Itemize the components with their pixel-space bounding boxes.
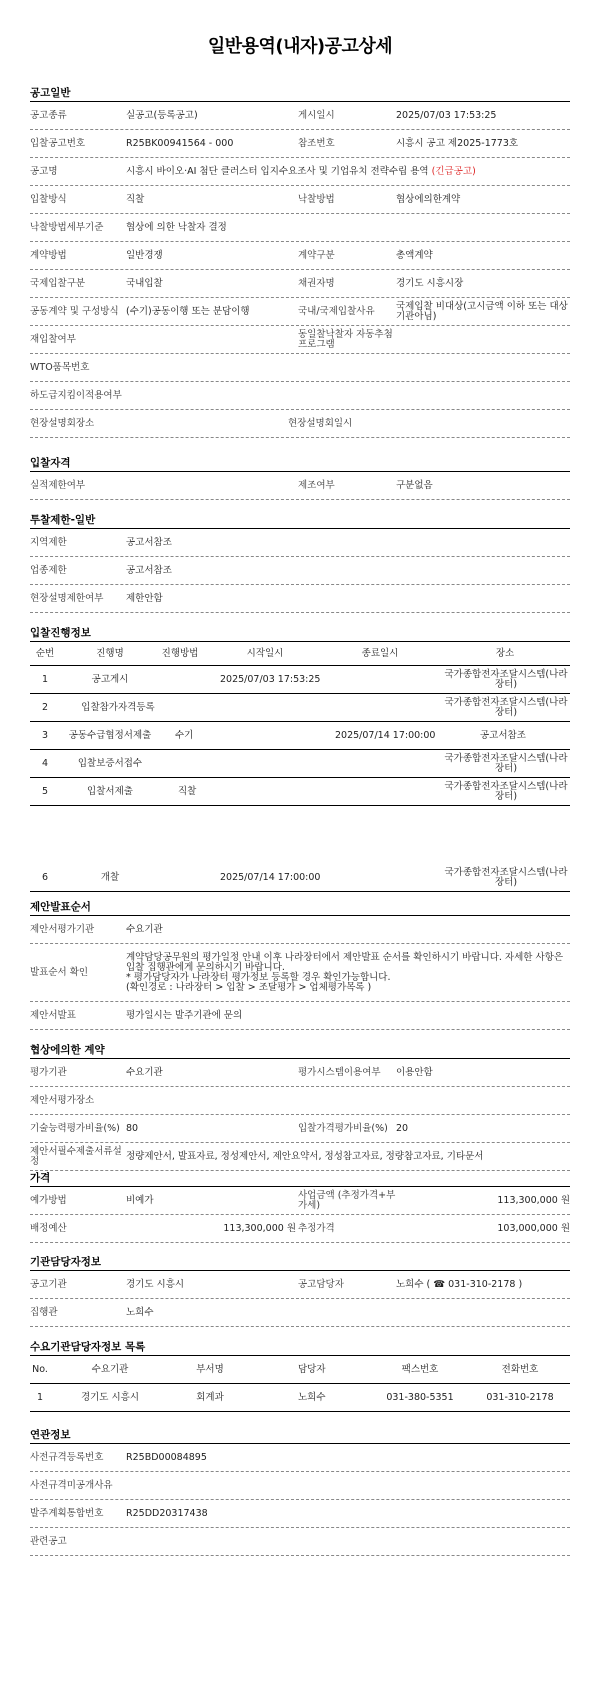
- demand-table-header: [30, 1356, 570, 1384]
- cell-place: 국가종합전자조달시스템(나라장터): [444, 780, 568, 802]
- table-row: [30, 778, 570, 806]
- cell-person: 노희수: [298, 1391, 326, 1403]
- col-header: 시작일시: [246, 647, 284, 659]
- contract-type: 총액계약: [396, 249, 433, 261]
- label: 제안서평가장소: [30, 1094, 95, 1106]
- award-detail: 협상에 의한 낙찰자 결정: [126, 221, 227, 233]
- label: 예가방법: [30, 1194, 67, 1206]
- table-row: [30, 694, 570, 722]
- intl-reason: 국제입찰 비대상(고시금액 이하 또는 대상기관아님): [396, 300, 568, 322]
- estimate: 103,000,000 원: [497, 1222, 570, 1234]
- cell-method: [150, 694, 200, 721]
- label: 사전규격등록번호: [30, 1451, 104, 1463]
- label: 계약방법: [30, 249, 67, 261]
- label: 발주계획통합번호: [30, 1507, 104, 1519]
- section-heading: 가격: [30, 1171, 570, 1187]
- label: 입찰방식: [30, 193, 67, 205]
- cell-place: 국가종합전자조달시스템(나라장터): [444, 668, 568, 690]
- row-eval-org: [30, 1059, 570, 1087]
- row-pre-reason: [30, 1472, 570, 1500]
- spacer: [30, 806, 570, 864]
- section-proposal: [30, 900, 570, 1030]
- label: 관련공고: [30, 1535, 67, 1547]
- pre-spec-no: R25BD00084895: [126, 1451, 207, 1463]
- label: 평가시스템이용여부: [298, 1066, 381, 1078]
- cell-name: 입찰서제출: [87, 785, 133, 797]
- eval-sys: 이용안함: [396, 1066, 433, 1078]
- cell-no: 1: [36, 1391, 44, 1403]
- col-header: No.: [32, 1363, 48, 1375]
- notice-name: [126, 158, 476, 185]
- label: 채권자명: [298, 277, 335, 289]
- section-negotiation: [30, 1043, 570, 1171]
- row-bid-method: [30, 186, 570, 214]
- cell-name: 개찰: [100, 871, 120, 883]
- order-line: (확인경로 : 나라장터 > 입찰 > 조달평가 > 업체평가목록 ): [126, 981, 372, 993]
- label: 공고종류: [30, 109, 67, 121]
- cell-place: 국가종합전자조달시스템(나라장터): [444, 696, 568, 718]
- label: 현장설명회장소: [30, 417, 95, 429]
- row-site-limit: [30, 585, 570, 613]
- label: 게시일시: [298, 109, 335, 121]
- order-line: 계약담당공무원의 평가일정 안내 이후 나라장터에서 제안발표 순서를 확인하시기 바랍니다. 자세한 사항은 입찰 집행관에게 문의하시기 바랍니다.: [126, 951, 564, 973]
- row-joint: [30, 298, 570, 326]
- table-row: [30, 1384, 570, 1412]
- label: 공고기관: [30, 1278, 67, 1290]
- industry: 공고서참조: [126, 564, 172, 576]
- eval-org: 수요기관: [126, 1066, 163, 1078]
- section-heading: 투찰제한-일반: [30, 513, 570, 529]
- section-price: [30, 1171, 570, 1243]
- label: 재입찰여부: [30, 333, 76, 345]
- section-restriction: [30, 513, 570, 613]
- section-heading: 연관정보: [30, 1428, 570, 1444]
- cell-no: 3: [41, 729, 49, 741]
- region: 공고서참조: [126, 536, 172, 548]
- bid-no: R25BK00941564 - 000: [126, 137, 234, 149]
- cell-start: 2025/07/03 17:53:25: [220, 673, 321, 685]
- tech-ratio: 80: [126, 1122, 139, 1134]
- row-pre: [30, 1444, 570, 1472]
- cell-no: 5: [41, 785, 49, 797]
- cell-no: 4: [41, 757, 49, 769]
- label: 입찰가격평가비율(%): [298, 1122, 388, 1134]
- label: 추정가격: [298, 1222, 335, 1234]
- label: 사전규격미공개사유: [30, 1479, 113, 1491]
- col-header: 전화번호: [501, 1363, 539, 1375]
- col-header: 부서명: [196, 1363, 224, 1375]
- section-heading: 제안발표순서: [30, 900, 570, 916]
- cell-no: 2: [41, 701, 49, 713]
- ref-no: 시흥시 공고 제2025-1773호: [396, 137, 519, 149]
- row-presentation: [30, 1002, 570, 1030]
- section-general: [30, 86, 570, 438]
- docs: 정량제안서, 발표자료, 정성제안서, 제안요약서, 정성참고자료, 정량참고자료, 기타문서: [126, 1150, 484, 1162]
- label: 국제입찰구분: [30, 277, 86, 289]
- col-header: 담당자: [298, 1363, 326, 1375]
- label: 참조번호: [298, 137, 335, 149]
- section-related: [30, 1428, 570, 1556]
- section-contact: [30, 1255, 570, 1327]
- cell-place: 국가종합전자조달시스템(나라장터): [444, 752, 568, 774]
- site-limit: 제한안함: [126, 592, 163, 604]
- label: WTO품목번호: [30, 361, 90, 373]
- row-notice-name: [30, 158, 570, 186]
- label: 집행관: [30, 1306, 58, 1318]
- label: 낙찰방법세부기준: [30, 221, 104, 233]
- row-wto: [30, 354, 570, 382]
- cell-start: 2025/07/14 17:00:00: [220, 871, 321, 883]
- label: 지역제한: [30, 536, 67, 548]
- section-heading: 수요기관담당자정보 목록: [30, 1340, 570, 1356]
- urgent-badge: (긴급공고): [431, 165, 476, 177]
- label: 공동계약 및 구성방식: [30, 305, 119, 317]
- row-related: [30, 1528, 570, 1556]
- col-header: 팩스번호: [401, 1363, 439, 1375]
- label: 평가기관: [30, 1066, 67, 1078]
- cell-method: [150, 864, 200, 891]
- cell-tel: 031-310-2178: [486, 1391, 554, 1403]
- evaluator: 수요기관: [126, 923, 163, 935]
- row-region: [30, 529, 570, 557]
- row-bid-no: [30, 130, 570, 158]
- cell-org: 경기도 시흥시: [80, 1391, 140, 1403]
- order-text: [126, 944, 570, 1001]
- row-site: [30, 410, 570, 438]
- col-header: 수요기관: [91, 1363, 129, 1375]
- intl-bid: 국내입찰: [126, 277, 163, 289]
- label: 국내/국제입찰사유: [298, 305, 375, 317]
- contract-method: 일반경쟁: [126, 249, 163, 261]
- budget: 113,300,000 원: [223, 1222, 296, 1234]
- section-heading: 입찰자격: [30, 456, 570, 472]
- label: 하도급지킴이적용여부: [30, 389, 122, 401]
- cell-name: 입찰참가자격등록: [81, 701, 155, 713]
- col-header: 장소: [495, 647, 515, 659]
- cell-name: 공고게시: [91, 673, 129, 685]
- label: 사업금액 (추정가격+부가세): [298, 1189, 396, 1211]
- label: 업종제한: [30, 564, 67, 576]
- notice-name-text: 시흥시 바이오·AI 첨단 클러스터 입지수요조사 및 기업유치 전략수립 용역: [126, 165, 429, 177]
- label: 배정예산: [30, 1222, 67, 1234]
- cell-dept: 회계과: [196, 1391, 224, 1403]
- price-ratio: 20: [396, 1122, 409, 1134]
- table-row: [30, 666, 570, 694]
- cell-fax: 031-380-5351: [386, 1391, 454, 1403]
- joint: (수기)공동이행 또는 분담이행: [126, 305, 250, 317]
- row-exec: [30, 1299, 570, 1327]
- cell-place: 국가종합전자조달시스템(나라장터): [444, 866, 568, 888]
- cell-place: 공고서참조: [480, 729, 526, 741]
- bid-method: 직찰: [126, 193, 145, 205]
- label: 기술능력평가비율(%): [30, 1122, 120, 1134]
- label: 현장설명회일시: [288, 417, 353, 429]
- row-award-detail: [30, 214, 570, 242]
- row-eval-place: [30, 1087, 570, 1115]
- row-industry: [30, 557, 570, 585]
- row-perf: [30, 472, 570, 500]
- label: 실적제한여부: [30, 479, 86, 491]
- row-intl-bid: [30, 270, 570, 298]
- cell-method: [150, 666, 200, 693]
- row-org: [30, 1271, 570, 1299]
- section-demand: [30, 1340, 570, 1412]
- table-row: [30, 864, 570, 892]
- label: 입찰공고번호: [30, 137, 86, 149]
- row-order: [30, 944, 570, 1002]
- table-row: [30, 750, 570, 778]
- progress-table-header: [30, 642, 570, 666]
- org: 경기도 시흥시: [126, 1278, 185, 1290]
- presentation: 평가일시는 발주기관에 문의: [126, 1009, 243, 1021]
- col-header: 진행명: [96, 647, 124, 659]
- cell-name: 공동수급협정서제출: [68, 729, 152, 741]
- post-date: 2025/07/03 17:53:25: [396, 109, 497, 121]
- label: 제안서발표: [30, 1009, 76, 1021]
- project-amount: 113,300,000 원: [497, 1194, 570, 1206]
- label: 계약구분: [298, 249, 335, 261]
- row-budget: [30, 1215, 570, 1243]
- section-progress: [30, 626, 570, 892]
- label: 동일찰낙찰자 자동추첨 프로그램: [298, 328, 393, 350]
- page-title: 일반용역(내자)공고상세: [207, 36, 393, 57]
- cell-method: 수기: [175, 729, 194, 741]
- mfg: 구분없음: [396, 479, 433, 491]
- row-docs: [30, 1143, 570, 1171]
- cell-end: 2025/07/14 17:00:00: [335, 729, 436, 741]
- label: 발표순서 확인: [30, 966, 89, 978]
- person: 노희수 ( ☎ 031-310-2178 ): [396, 1278, 523, 1290]
- row-evaluator: [30, 916, 570, 944]
- plan-no: R25DD20317438: [126, 1507, 208, 1519]
- col-header: 종료일시: [361, 647, 399, 659]
- exec: 노희수: [126, 1306, 154, 1318]
- row-plan: [30, 1500, 570, 1528]
- label: 제안서평가기관: [30, 923, 95, 935]
- label: 낙찰방법: [298, 193, 335, 205]
- row-contract-method: [30, 242, 570, 270]
- row-notice-type: [30, 102, 570, 130]
- cell-method: 직찰: [178, 785, 197, 797]
- label: 제안서필수제출서류설정: [30, 1145, 122, 1167]
- notice-type: 실공고(등록공고): [126, 109, 198, 121]
- col-header: 순번: [35, 647, 55, 659]
- section-heading: 공고일반: [30, 86, 570, 102]
- col-header: 진행방법: [161, 647, 199, 659]
- section-heading: 협상에의한 계약: [30, 1043, 570, 1059]
- label: 공고명: [30, 165, 58, 177]
- section-heading: 입찰진행정보: [30, 626, 570, 642]
- table-row: [30, 722, 570, 750]
- cell-no: 1: [41, 673, 49, 685]
- row-subcontract: [30, 382, 570, 410]
- row-method: [30, 1187, 570, 1215]
- cell-no: 6: [41, 871, 49, 883]
- cell-name: 입찰보증서접수: [77, 757, 143, 769]
- section-qualification: [30, 456, 570, 500]
- label: 제조여부: [298, 479, 335, 491]
- price-method: 비예가: [126, 1194, 154, 1206]
- label: 현장설명제한여부: [30, 592, 104, 604]
- order-line: * 평가담당자가 나라장터 평가정보 등록할 경우 확인가능합니다.: [126, 971, 391, 983]
- row-rebid: [30, 326, 570, 354]
- row-ratio: [30, 1115, 570, 1143]
- cell-method: [150, 750, 200, 777]
- section-heading: 기관담당자정보: [30, 1255, 570, 1271]
- label: 공고담당자: [298, 1278, 344, 1290]
- creditor: 경기도 시흥시장: [396, 277, 464, 289]
- award-method: 협상에의한계약: [396, 193, 461, 205]
